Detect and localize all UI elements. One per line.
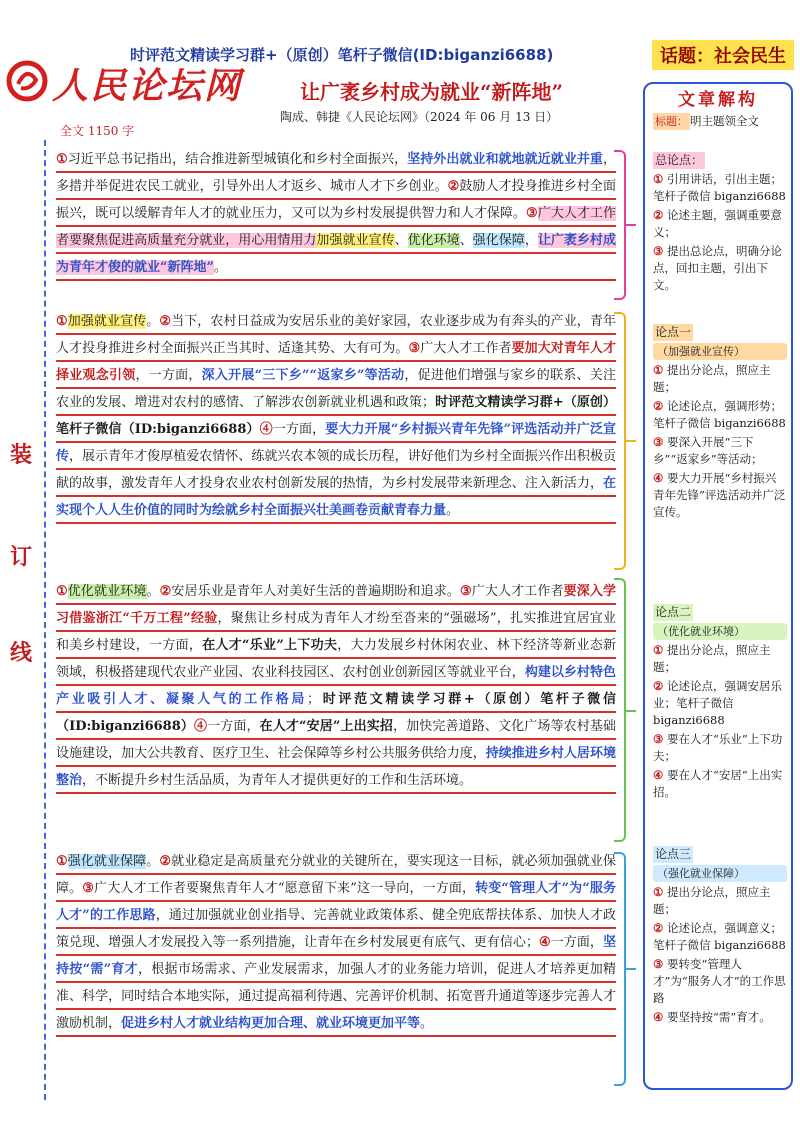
text-segment: ，加快完善道路、文化广场等农村基础设施建设，加大公共教育、医疗卫生、社会保障等乡村公共服务供给力度， (56, 719, 616, 761)
structure-sidebar (643, 82, 793, 1090)
block-item: ② 论述论点，强调形势；笔杆子微信 biganzi6688 (653, 399, 786, 430)
block-item: ② 论述主题，强调重要意义； (653, 208, 782, 239)
text-segment: ，一方面， (135, 368, 202, 383)
text-segment: ，促进他们增强与家乡的联系、关注农业的发展、增进对农村的感情、了解涉农创新就业机遇和政策； (56, 368, 616, 410)
logo-text: 人民论坛网 (52, 65, 243, 107)
text-segment: 加强就业宣传 (316, 233, 395, 248)
text-segment: 。 (446, 503, 460, 518)
sidebar-theme (653, 113, 783, 130)
block-sub: （加强就业宣传） (653, 343, 787, 360)
text-segment: 广大人才工作者 (420, 341, 512, 356)
text-segment: ，大力发展乡村休闲农业、林下经济等新业态新领域，积极搭建现代农业产业园、农业科技园区、农村创业创新园区等就业平台， (56, 638, 616, 680)
sentence-number: ① (56, 314, 68, 329)
block-item: ④ 要在人才“安居”上出实招。 (653, 768, 783, 799)
text-segment: ，展示青年才俊厚植爱农情怀、练就兴农本领的成长历程，讲好他们为乡村全面振兴作出积极贡献的故事，激发青年人才投身农业农村创新发展的热情，为乡村发展带来新理念、注入新活力， (56, 449, 616, 491)
text-segment: ，根据市场需求、产业发展需求，加强人才的业务能力培训，促进人才培养更加精准、科学，同时结合本地实际，通过提高福利待遇、完善评价机制、拓宽晋升通道等逐步完善人才激励机制， (56, 962, 616, 1031)
text-segment: 当下，农村日益成为安居乐业的美好家园，农业逐步成为有奔头的产业，青年人才投身推进乡村全面振兴正当其时、适逢其势、大有可为。 (56, 314, 616, 356)
block-head: 论点一 (655, 325, 692, 339)
binding-line (44, 140, 46, 1100)
brace-point-3 (614, 852, 626, 1086)
paragraph-point-2 (56, 578, 616, 794)
text-segment: 。 (213, 260, 227, 275)
text-segment: 优化环境 (407, 233, 460, 248)
text-segment: 一方面， (207, 719, 260, 734)
block-item: ① 提出分论点，照应主题； (653, 363, 771, 394)
sidebar-block-main (653, 152, 787, 294)
block-head: 总论点： (655, 153, 704, 167)
text-segment: 持续推进乡村人居环境整治 (56, 746, 616, 788)
block-item: ① 提出分论点，照应主题； (653, 885, 771, 916)
block-item: ③ 要在人才“乐业”上下功夫； (653, 732, 783, 763)
text-segment: 强化保障 (472, 233, 525, 248)
brace-tick-point-1 (626, 440, 636, 442)
theme-tag: 标题： (655, 115, 688, 128)
sentence-number: ③ (82, 881, 95, 896)
brace-tick-point-2 (626, 710, 636, 712)
brace-point-1 (614, 312, 626, 570)
site-logo (6, 56, 246, 106)
sentence-number: ③ (525, 206, 538, 221)
brace-tick-point-3 (626, 968, 636, 970)
text-segment: 构建以乡村特色产业吸引人才、凝聚人气的工作格局 (56, 665, 616, 707)
text-segment: ，通过加强就业创业指导、完善就业政策体系、健全兜底帮扶体系、加快人才政策兑现、增强人才发展投入等一系列措施，让青年在乡村发展更有底气、更有信心； (56, 908, 616, 950)
text-segment: 一方面， (272, 422, 326, 437)
text-segment: 转变“管理人才”为“服务人才”的工作思路 (56, 881, 617, 923)
text-segment: 。 (146, 314, 160, 329)
article-meta: 陶成、韩捷《人民论坛网》（2024 年 06 月 13 日） (280, 110, 559, 124)
text-segment: 一方面， (550, 935, 603, 950)
sidebar-block-point-3 (653, 846, 787, 1026)
text-segment: 时评范文精读学习群+（原创）笔杆子微信（ID:biganzi6688） (56, 692, 616, 734)
text-segment: ； (307, 692, 321, 707)
text-segment: 就业稳定是高质量充分就业的关键所在，要实现这一目标，就必须加强就业保障。 (56, 854, 616, 896)
sentence-number: ② (447, 179, 460, 194)
text-segment: 优化就业环境 (67, 584, 147, 599)
text-segment: 要加大对青年人才择业观念引领 (56, 341, 616, 383)
banner-text: 时评范文精读学习群+（原创）笔杆子微信(ID:biganzi6688) (130, 46, 554, 64)
paragraph-intro (56, 146, 616, 281)
block-item: ③ 要深入开展“三下乡”“返家乡”等活动； (653, 435, 763, 466)
sentence-number: ② (159, 314, 172, 329)
sentence-number: ② (159, 854, 172, 869)
text-segment: 。 (146, 854, 160, 869)
topic-badge: 话题：社会民生 (652, 40, 794, 70)
brace-point-2 (614, 578, 626, 842)
text-segment: 在人才“乐业”上下功夫 (202, 638, 338, 653)
text-segment: 、 (394, 233, 408, 248)
sentence-number: ③ (408, 341, 421, 356)
sentence-number: ③ (460, 584, 472, 599)
text-segment: 加强就业宣传 (67, 314, 147, 329)
sentence-number: ① (56, 854, 68, 869)
logo-swirl-icon (6, 60, 48, 102)
text-segment: 要深入学习借鉴浙江“千万工程”经验 (56, 584, 616, 626)
block-item: ① 引用讲话，引出主题；笔杆子微信 biganzi6688 (653, 172, 786, 203)
text-segment: ，聚焦让乡村成为青年人才纷至沓来的“强磁场”，扎实推进宜居宜业和美乡村建设，一方面， (56, 611, 616, 653)
block-item: ② 论述论点，强调安居乐业；笔杆子微信 biganzi6688 (653, 679, 782, 727)
text-segment: 让广袤乡村成为青年才俊的就业“新阵地” (56, 233, 616, 275)
theme-text: 明主题领全文 (690, 114, 759, 128)
text-segment: 习近平总书记指出，结合推进新型城镇化和乡村全面振兴， (67, 152, 408, 167)
article-title: 让广袤乡村成为就业“新阵地” (300, 80, 564, 104)
text-segment: 。 (146, 584, 160, 599)
text-segment: 广大人才工作者要聚焦青年人才“愿意留下来”这一导向，一方面， (94, 881, 476, 896)
block-item: ④ 要大力开展“乡村振兴青年先锋”评选活动并广泛宣传。 (653, 471, 786, 519)
sidebar-block-point-1 (653, 324, 787, 521)
block-item: ③ 要转变“管理人才”为“服务人才”的工作思路 (653, 957, 786, 1005)
sidebar-title: 文章解构 (678, 90, 758, 110)
brace-tick-intro (626, 224, 636, 226)
text-segment: ，多措并举促进农民工就业，引导外出人才返乡、城市人才下乡创业。 (56, 152, 616, 194)
text-segment: 安居乐业是青年人对美好生活的普遍期盼和追求。 (171, 584, 461, 599)
sentence-number: ① (56, 584, 68, 599)
block-head: 论点二 (655, 605, 692, 619)
binding-label-2: 订 (10, 544, 33, 570)
sentence-number: ④ (538, 935, 551, 950)
brace-intro (614, 150, 626, 300)
sidebar-block-point-2 (653, 604, 787, 801)
sentence-number: ④ (259, 422, 273, 437)
text-segment: 要大力开展“乡村振兴青年先锋”评选活动并广泛宣传 (56, 422, 616, 464)
text-segment: 强化就业保障 (67, 854, 147, 869)
block-sub: （强化就业保障） (653, 865, 787, 882)
binding-label-3: 线 (10, 640, 33, 666)
text-segment: 广大人才工作者 (471, 584, 564, 599)
sentence-number: ④ (194, 719, 208, 734)
block-item: ③ 提出总论点，明确分论点，回扣主题，引出下文。 (653, 244, 782, 292)
text-segment: 时评范文精读学习群+（原创）笔杆子微信（ID:biganzi6688） (56, 395, 616, 437)
text-segment: ， (524, 233, 538, 248)
text-segment: 在人才“安居”上出实招 (259, 719, 393, 734)
sentence-number: ② (159, 584, 172, 599)
text-segment: 促进乡村人才就业结构更加合理、就业环境更加平等 (121, 1016, 421, 1031)
text-segment: 、 (459, 233, 473, 248)
text-segment: 深入开展“三下乡”“返家乡”等活动 (201, 368, 405, 383)
block-item: ② 论述论点，强调意义；笔杆子微信 biganzi6688 (653, 921, 786, 952)
text-segment: 坚持外出就业和就地就近就业并重 (407, 152, 603, 167)
block-item: ④ 要坚持按“需”育才。 (653, 1010, 771, 1024)
paragraph-point-1 (56, 308, 616, 524)
text-segment: 在实现个人人生价值的同时为绘就乡村全面振兴壮美画卷贡献青春力量 (56, 476, 616, 518)
block-head: 论点三 (655, 847, 692, 861)
text-segment: 广大人才工作者要聚焦促进高质量充分就业，用心用情用力 (56, 206, 616, 248)
text-segment: 鼓励人才投身推进乡村全面振兴，既可以缓解青年人才的就业压力，又可以为乡村发展提供智力和人才保障。 (56, 179, 616, 221)
binding-label-1: 装 (10, 442, 33, 468)
text-segment: 坚持按“需”育才 (56, 935, 616, 977)
block-item: ① 提出分论点，照应主题； (653, 643, 771, 674)
word-count: 全文 1150 字 (60, 124, 135, 138)
text-segment: 。 (420, 1016, 434, 1031)
block-sub: （优化就业环境） (653, 623, 787, 640)
sentence-number: ① (56, 152, 68, 167)
text-segment: ，不断提升乡村生活品质，为青年人才提供更好的工作和生活环境。 (82, 773, 473, 788)
paragraph-point-3 (56, 848, 616, 1037)
